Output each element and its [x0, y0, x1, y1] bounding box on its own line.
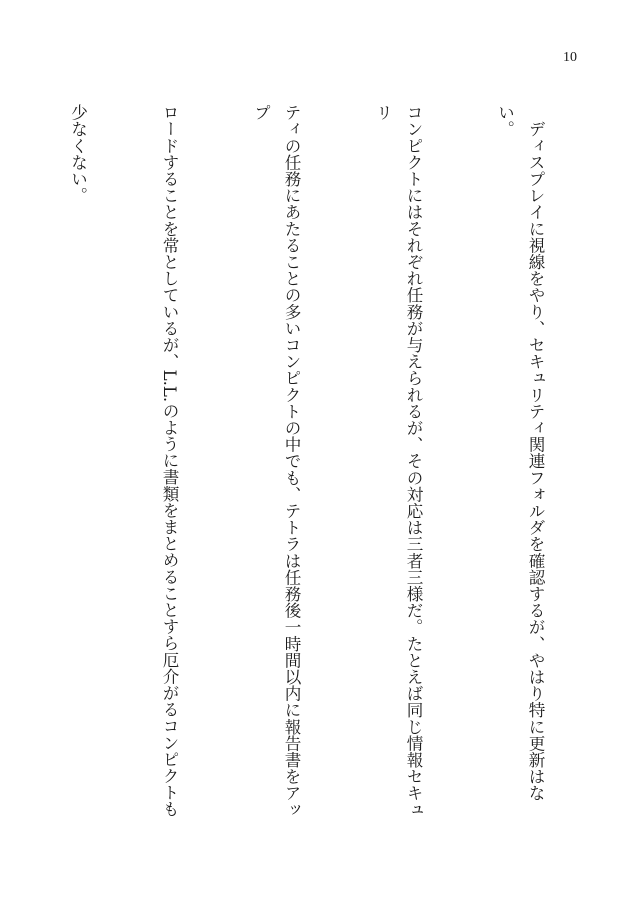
text-line: コンピクトにはそれぞれ任務が与えられるが、その対応は三者三様だ。たとえば同じ情報セキュリ: [373, 104, 423, 818]
text-line: ロードすることを常としているが、L.L.のように書類をまとめることすら厄介がるコンピクトも: [160, 104, 179, 818]
page-number: 10: [563, 50, 577, 65]
body-text: [0, 104, 611, 824]
text-line: [0, 104, 1, 824]
text-line: ディスプレイに視線をやり、セキュリティ関連フォルダを確認するが、やはり特に更新はない。: [495, 104, 545, 802]
text-line: 少なくない。: [68, 104, 88, 204]
text-line: ティの任務にあたることの多いコンピクトの中でも、テトラは任務後一時間以内に報告書をアップ: [251, 104, 301, 818]
